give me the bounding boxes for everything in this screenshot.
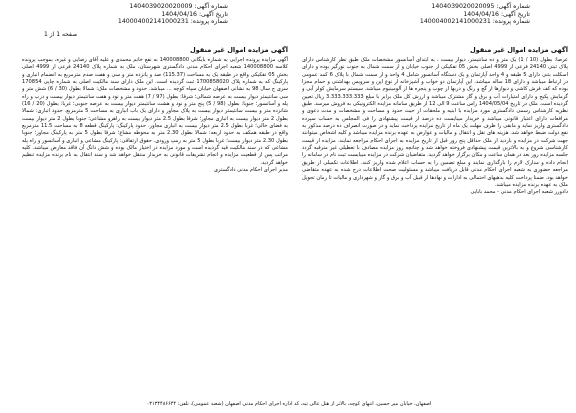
- right-column: [302, 46, 568, 398]
- case-number: شماره پرونده: 140004002141000231: [419, 18, 530, 26]
- notice-number: شماره آگهی: 1404039020020009: [129, 3, 228, 10]
- left-notice-meta: [118, 3, 228, 26]
- notice-number: شماره آگهی: 1404039020020095: [431, 3, 530, 10]
- signature-line: دادورز شعبه اجرای احکام مدنی - محمد بابایی: [470, 189, 568, 196]
- signature-line: مدیر اجرای احکام مدنی دادگستری: [214, 167, 288, 174]
- column-title: آگهی مزایده اموال غیر منقول: [189, 46, 288, 54]
- case-number: شماره پرونده: 140004002141000231: [117, 18, 228, 26]
- right-notice-meta: [420, 3, 530, 26]
- notice-date: تاریخ آگهی: 1404/04/16: [161, 10, 228, 18]
- column-body: آگهی مزایده پرونده اجرایی به شماره بایگانی 140008800 به نفع خانم محمدی و علیه آقای رضایی و غیره، بموجب پرونده کلاسه 140008800 شعبه اجرای احکام مدنی دادگستری شهرستان، ملک به شماره پلاک 24140 فرعی از 4999 اصلی بخش 05 تفکیکی واقع در طبقه یک به مساحت (115.37) صد و پانزده متر و سی و هفت صدم مترمربع به انضمام انباری و پارکینگ که به شماره پلاک 1700858020 ثبت گردیده است. این ملک دارای سند مالکیت اصلی به شماره چاپی 170854 سری ج سال 98 به نشانی اصفهان خیابان سپاه کوچه ... میباشد. حدود و مشخصات ملک: شمالا بطول (30 / 6) شش متر و سی سانتیمتر دیوار بیست به عرصه شمالی؛ شرقا: بطول (97 / 7) هفت متر و نود و هفت سانتیمتر دیوار بیست و درب و راه پله و آسانسور؛ جنوبا: بطول (98 / 5) پنج متر و نود و هشت سانتیمتر دیوار بیست به عرصه جنوبی؛ غربا: بطول (20 / 16) شانزده متر و بیست سانتیمتر دیوار بیست به پلاک مجاور و دارای یک باب انباری به مساحت 5 مترمربع. حدود انباری: شمالا بطول 2 متر دیوار بیست به انباری مجاور؛ شرقا بطول 2.5 متر دیوار بیست به راهرو مشاعی؛ جنوبا بطول 2 متر دیوار بیست به فضای خالی؛ غربا بطول 2.5 متر دیوار بیست به انباری مجاور. حدود پارکینگ: پارکینگ قطعه 8 به مساحت 11.5 مترمربع واقع در طبقه همکف به حدود اربعه: شمالا بطول 2.30 متر به محوطه مشاع؛ شرقا بطول 5 متر به پارکینگ مجاور؛ جنوبا بطول 2.30 متر دیوار بیست؛ غربا بطول 5 متر به رمپ ورودی. حقوق ارتفاقی: پارکینگ مشاعی و انباری و آسانسور و راه پله مشاعی که در سند مالکیت قید گردیده است و مورد مزایده در اختیار مالک بوده و شش دانگ آن فاقد معارض میباشد. کلیه مراتب پس از قطعیت مزایده و انجام تشریفات قانونی به خریدار منتقل خواهد شد و سند انتقال به نام برنده مزایده تنظیم خواهد گردید.: [22, 57, 288, 166]
- left-column: [22, 46, 288, 398]
- notice-date: تاریخ آگهی: 1404/04/16: [463, 10, 530, 18]
- page-number: صفحه 1 از 1: [44, 31, 78, 38]
- column-title: آگهی مزایده اموال غیر منقول: [469, 46, 568, 54]
- column-body: عرصا: بطول (10 / 1) یک متر و ده سانتیمتر، دیوار بیست ، به ابتدای آسانسور مشخصات ملک طبق نظر کارشناس دارای پلاک ثبتی 24140 فرعی از 4999 اصلی بخش 05 تفکیکی از جنوب خیابان و از سمت شمال به جنوب نورگیر بوده و دارای اسکلت بتنی دارای 5 طبقه و 4 واحد آپارتمان و یک دستگاه آسانسور شامل 4 واحد و از سمت شمال با پلاک 6 کمد عمومی در ارتباط میباشد و دارای 18 ساله میباشد. این آپارتمان دو خواب و آشپزخانه از نوع اپن و سرویس بهداشتی و حمام مجزا بوده که کف فرش کاشی و دیوارها از گچ و رنگ و دربها از چوب و پنجره ها از آلومینیوم میباشد. سیستم سرمایش کولر آبی و گرمایش پکیج و دارای امتیازات آب و برق و گاز مشترک میباشد و ارزش کل ملک برابر با مبلغ 3.333.333.333 ریال تعیین گردیده است. ملک در تاریخ 1404/05/04 راس ساعت 9 الی 12 از طریق سامانه مزایده الکترونیکی به فروش میرسد. طبق نظریه کارشناس رسمی دادگستری مورد مزایده با ابنیه و ملحقات از حیث حدود و مساحت و مشخصات و مدت دعوی و مرافعات دارای اعتبار قانونی میباشد و خریدار میبایست ده درصد از قیمت پیشنهادی را فی المجلس به حساب سپرده دادگستری واریز نماید و مابقی را ظرف مهلت یک ماه از تاریخ مزایده پرداخت نماید و در صورت انصراف ده درصد مذکور به نفع دولت ضبط خواهد شد. هزینه های نقل و انتقال و مالیات و عوارض به عهده برنده مزایده میباشد و کلیه اشخاص میتوانند جهت شرکت در مزایده و بازدید از ملک حداقل پنج روز قبل از تاریخ مزایده به اجرای احکام مراجعه نمایند. مزایده از قیمت کارشناسی شروع و به بالاترین قیمت پیشنهادی فروخته خواهد شد و چنانچه روز مزایده مصادف با تعطیلی غیر مترقبه گردد جلسه مزایده روز بعد در همان ساعت و مکان برگزار خواهد گردید. متقاضیان شرکت در مزایده میبایست ثبت نام در سامانه را انجام داده و مدارک لازم را بارگذاری نمایند و مبلغ تضمین را به حساب اعلام شده واریز کنند. اطلاعات تکمیلی از طریق مراجعه حضوری به شعبه اجرای احکام مدنی قابل دریافت میباشد و مسئولیت صحت اطلاعات درج شده به عهده متقاضی خواهد بود. ضمنا پرداخت کلیه بدهیهای احتمالی به ادارات و نهادها از قبیل آب و برق و گاز و شهرداری و مالیات تا زمان تحویل ملک به عهده برنده مزایده میباشد.: [302, 57, 568, 188]
- footer-address: اصفهان، خیابان میر حسین، انتهای کوچه، بالاتر از هتل عالی تپه، کد اداره اجرای احکام مدنی اصفهان (شعبه عمومی)، تلفن: ۰۳۱۳۴۴۸۶۶۴۴: [146, 401, 432, 407]
